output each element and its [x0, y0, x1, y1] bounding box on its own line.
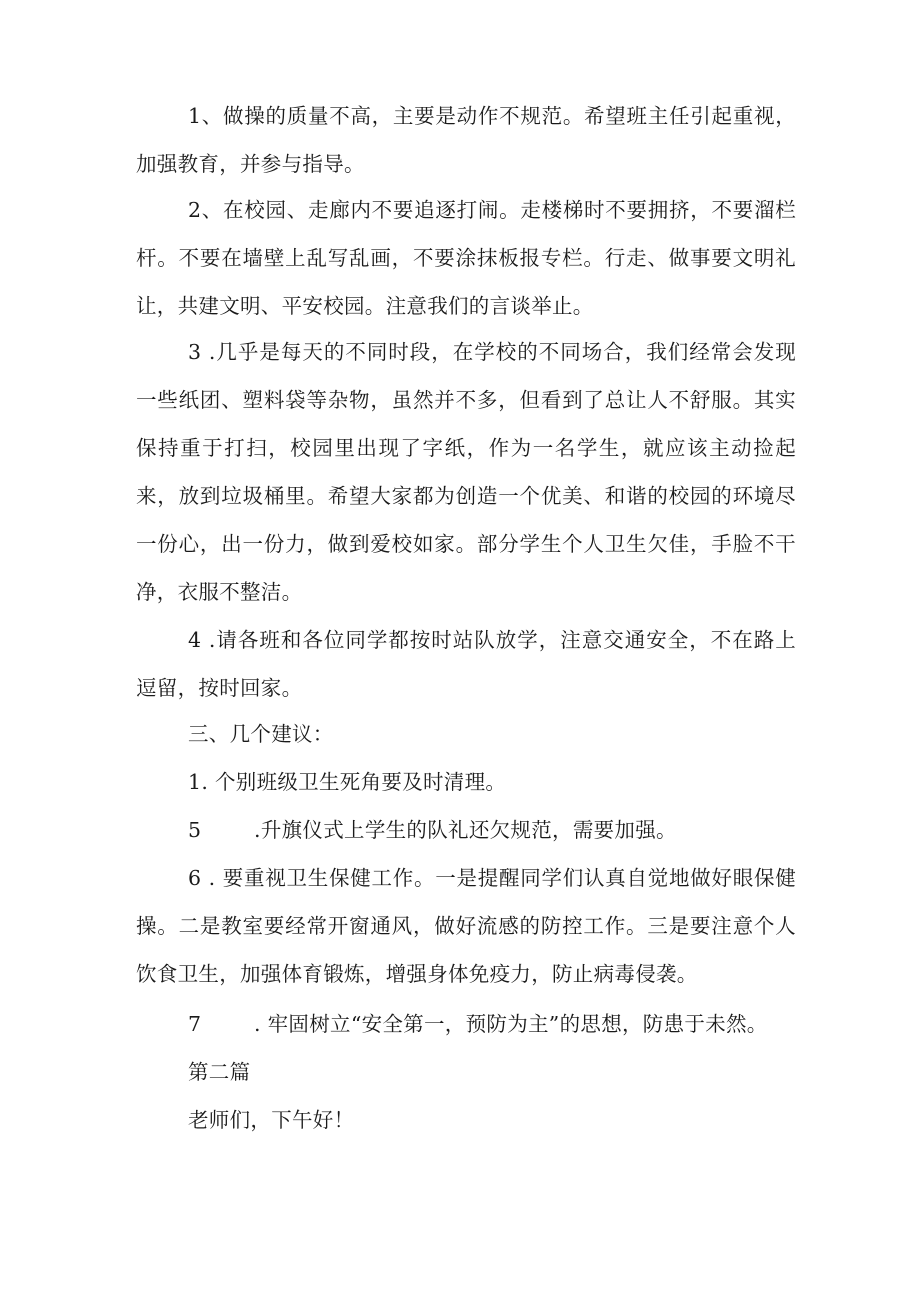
suggestion-5-text: .升旗仪式上学生的队礼还欠规范，需要加强。	[254, 818, 677, 842]
suggestion-7-text: . 牢固树立“安全第一，预防为主”的思想，防患于未然。	[254, 1012, 768, 1036]
suggestion-7-number: 7	[188, 1012, 202, 1036]
suggestion-5	[188, 806, 677, 854]
greeting: 老师们，下午好！	[188, 1108, 355, 1132]
paragraph-4: 4 .请各班和各位同学都按时站队放学，注意交通安全，不在路上逗留，按时回家。	[136, 628, 796, 700]
paragraph-2: 2、在校园、走廊内不要追逐打闹。走楼梯时不要拥挤，不要溜栏杆。不要在墙壁上乱写乱画，不要涂抹板报专栏。行走、做事要文明礼让，共建文明、平安校园。注意我们的言谈举止。	[136, 198, 796, 318]
paragraph-3: 3 .几乎是每天的不同时段，在学校的不同场合，我们经常会发现一些纸团、塑料袋等杂物，虽然并不多，但看到了总让人不舒服。其实保持重于打扫，校园里出现了字纸，作为一名学生，就应该主动捡起来，放到垃圾桶里。希望大家都为创造一个优美、和谐的校园的环境尽一份心，出一份力，做到爱校如家。部分学生个人卫生欠佳，手脸不干净，衣服不整洁。	[136, 340, 796, 604]
section-heading-suggestions: 三、几个建议：	[188, 722, 334, 746]
suggestion-7	[188, 1000, 768, 1048]
section-title: 第二篇	[188, 1060, 251, 1084]
suggestion-6: 6 . 要重视卫生保健工作。一是提醒同学们认真自觉地做好眼保健操。二是教室要经常开窗通风，做好流感的防控工作。三是要注意个人饮食卫生，加强体育锻炼，增强身体免疫力，防止病毒侵袭。	[136, 866, 796, 986]
suggestion-5-number: 5	[188, 818, 202, 842]
paragraph-1: 1、做操的质量不高，主要是动作不规范。希望班主任引起重视，加强教育，并参与指导。	[136, 104, 796, 176]
suggestion-1: 1. 个别班级卫生死角要及时清理。	[188, 770, 507, 794]
